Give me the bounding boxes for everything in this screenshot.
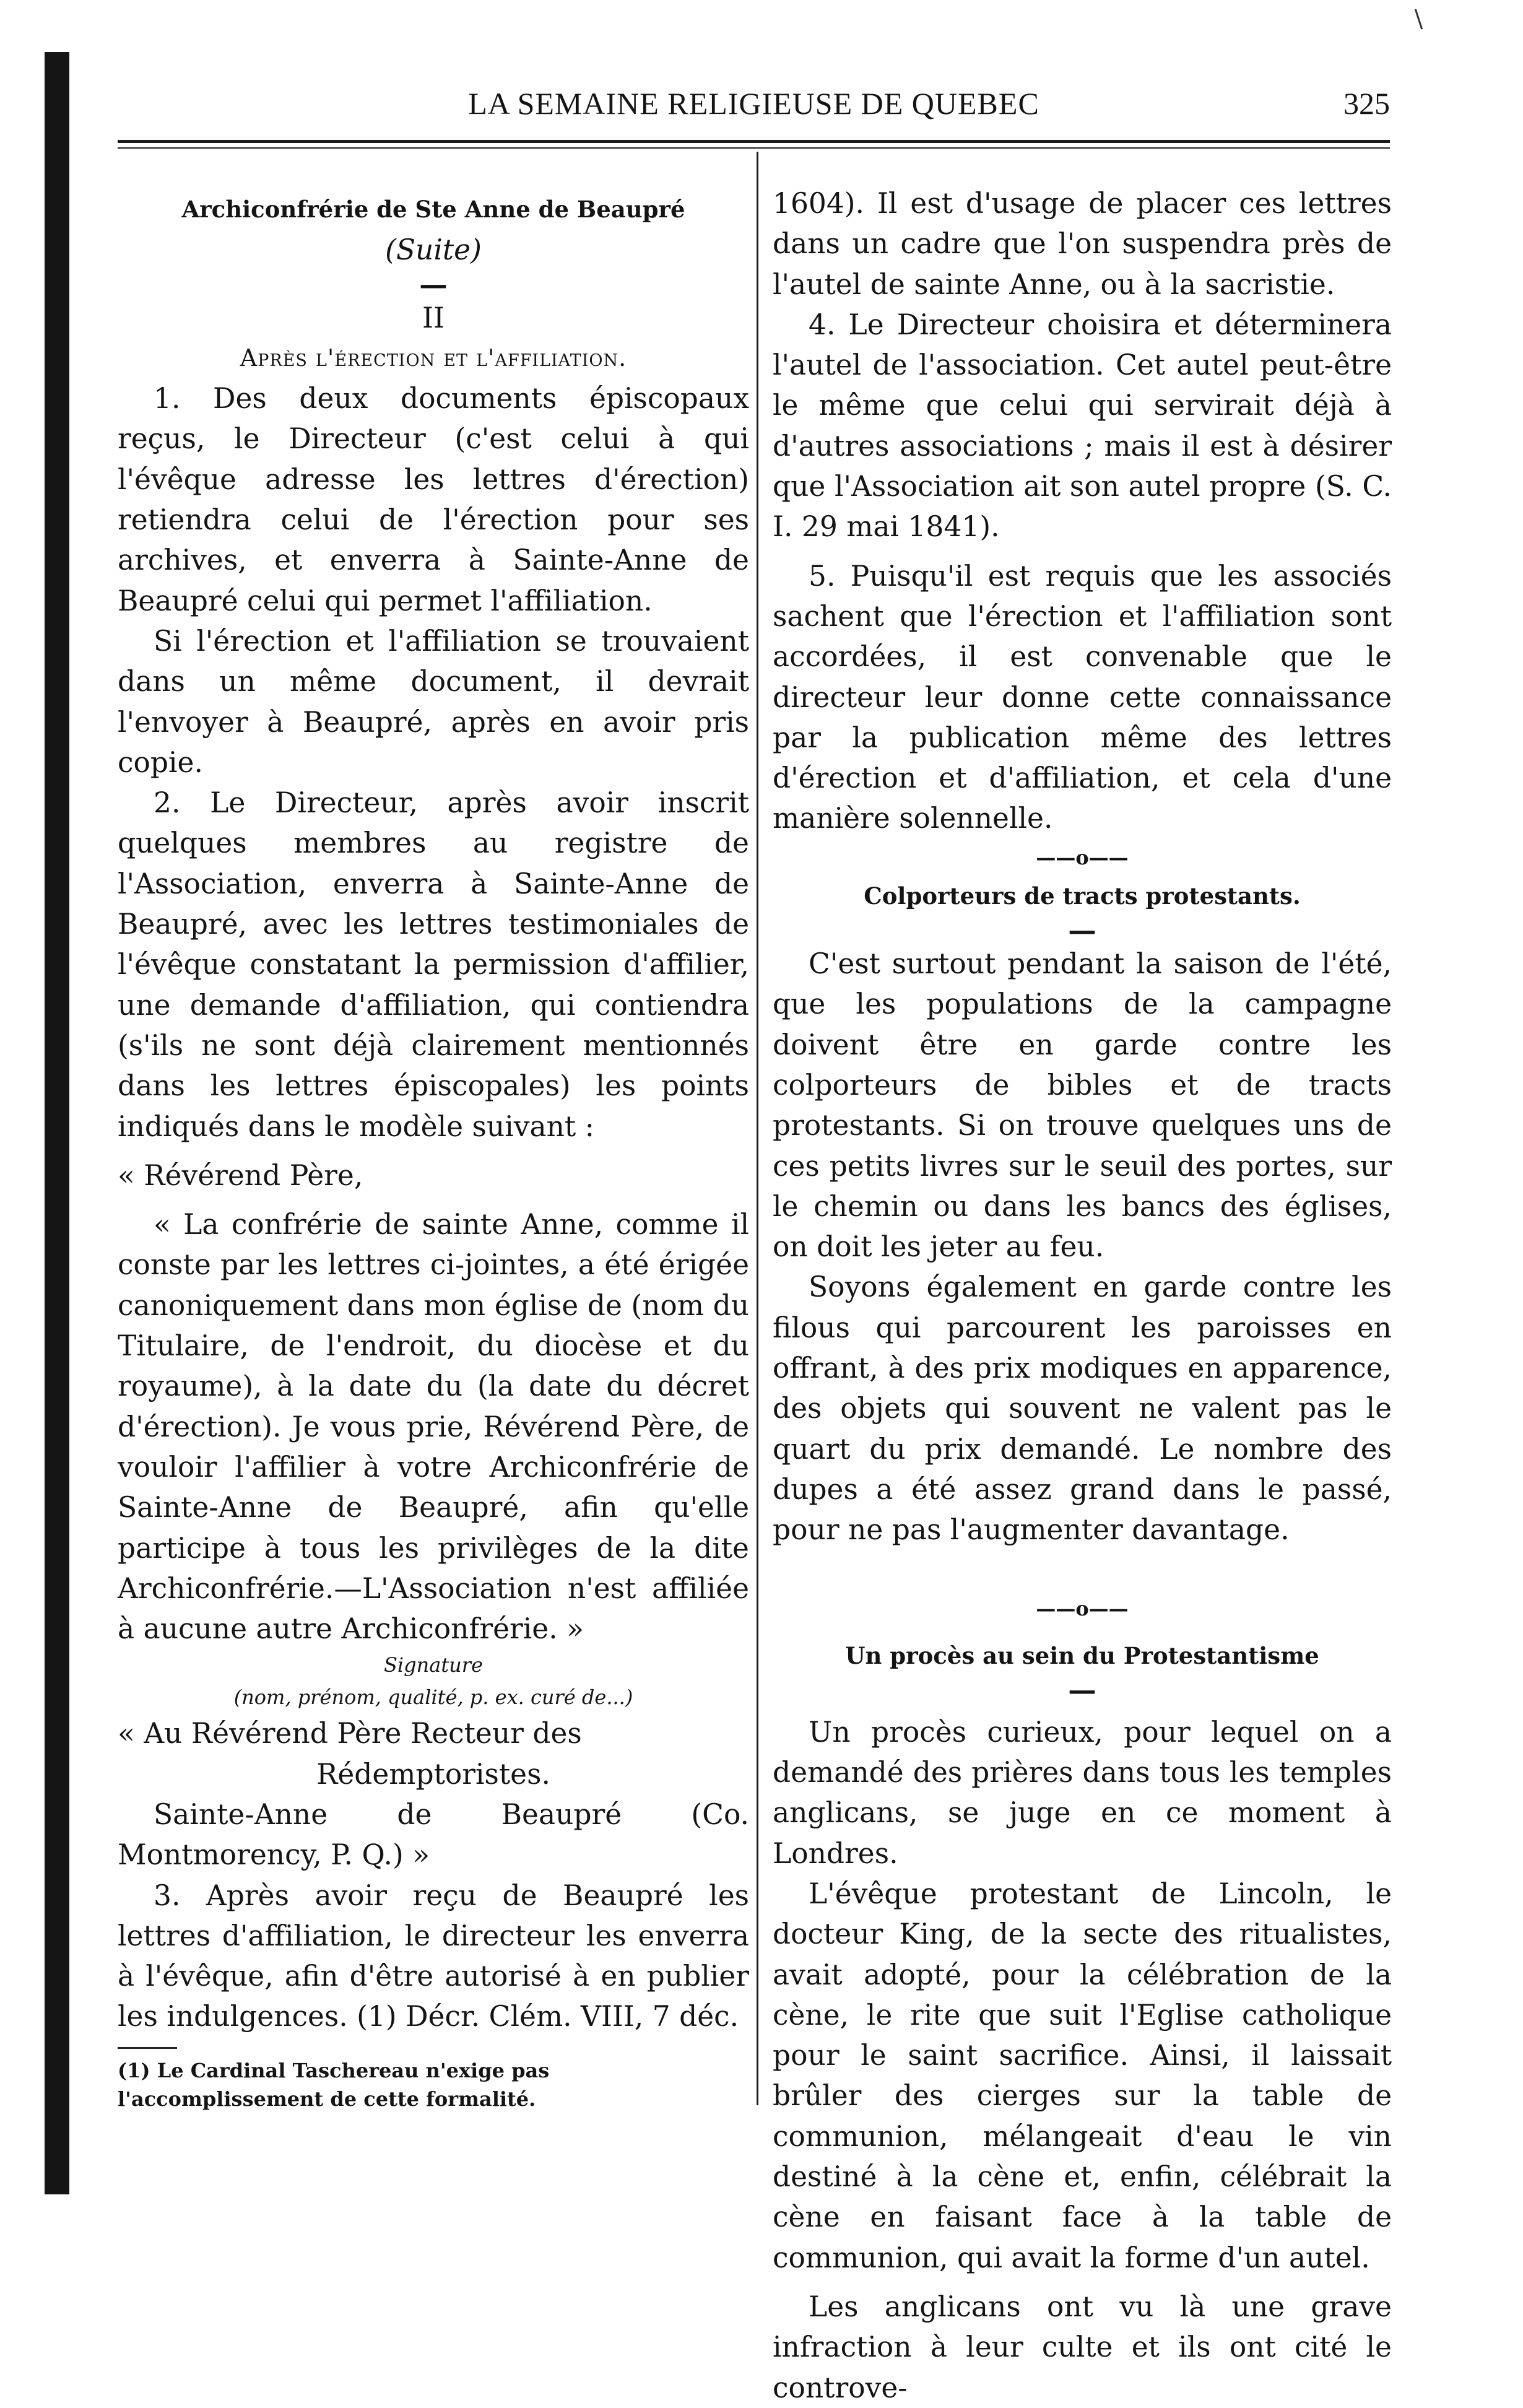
article-heading: Archiconfrérie de Ste Anne de Beaupré <box>181 196 685 223</box>
paragraph: Un procès curieux, pour lequel on a demandé des prières dans tous les temples anglicans, se juge en ce moment à Londres. <box>773 1715 1392 1870</box>
ornament-divider: ——o—— <box>1036 1596 1129 1620</box>
article-heading: Colporteurs de tracts protestants. <box>864 882 1301 910</box>
footnote-rule <box>118 2047 177 2049</box>
running-title: LA SEMAINE RELIGIEUSE DE QUEBEC <box>468 86 1039 121</box>
paragraph: 1604). Il est d'usage de placer ces lettres dans un cadre que l'on suspendra près de l'autel de sainte Anne, ou à la sacristie. <box>773 187 1392 301</box>
header-rule-thick <box>118 140 1390 143</box>
column-divider <box>757 152 758 2105</box>
right-column <box>773 155 1392 2408</box>
separator-dash: — <box>1068 1672 1096 1706</box>
footnote: (1) Le Cardinal Taschereau n'exige pas l'accomplissement de cette formalité. <box>118 2058 550 2111</box>
paragraph: 1. Des deux documents épiscopaux reçus, le Directeur (c'est celui à qui l'évêque adresse les lettres d'érection) retiendra celui de l'érection pour ses archives, et enverra à Sainte-Anne de Beaupré celui qui permet l'affiliation. <box>118 382 749 617</box>
paragraph: 2. Le Directeur, après avoir inscrit quelques membres au registre de l'Association, enverra à Sainte-Anne de Beaupré, avec les lettres testimoniales de l'évêque constatant la permission d'affilier, une demande d'affiliation, qui contiendra (s'ils ne sont déjà clairement mentionnés dans les lettres épiscopales) les points indiqués dans le modèle suivant : <box>118 786 749 1143</box>
address-line: « Au Révérend Père Recteur des <box>118 1717 582 1750</box>
header-rule-thin <box>118 147 1390 149</box>
paragraph: 5. Puisqu'il est requis que les associés sachent que l'érection et l'affiliation sont accordées, il est convenable que le directeur leur donne cette connaissance par la publication même des lettres d'érection et d'affiliation, et cela d'une manière solennelle. <box>773 559 1392 835</box>
left-column <box>118 155 749 2113</box>
article-heading: Un procès au sein du Protestantisme <box>845 1641 1319 1669</box>
address-line: Rédemptoristes. <box>316 1757 550 1791</box>
signature-detail: (nom, prénom, qualité, p. ex. curé de...) <box>233 1685 633 1710</box>
address-line: Sainte-Anne de Beaupré (Co. Montmorency, P. Q.) » <box>118 1797 749 1872</box>
separator-dash: — <box>1068 913 1096 947</box>
page-header <box>118 85 1390 123</box>
paragraph: L'évêque protestant de Lincoln, le docteur King, de la secte des ritualistes, avait adopté, pour la célébration de la cène, le rite que suit l'Eglise catholique pour le saint sacrifice. Ainsi, il laissait brûler des cierges sur la table de communion, mélangeait d'eau le vin destiné à la cène et, enfin, célébrait la cène en faisant face à la table de communion, qui avait la forme d'un autel. <box>773 1877 1392 2274</box>
scan-mark <box>1415 9 1423 29</box>
signature-label: Signature <box>383 1653 484 1677</box>
section-subtitle: Après l'érection et l'affiliation. <box>240 344 627 372</box>
ornament-divider: ——o—— <box>1036 845 1129 869</box>
paragraph: 4. Le Directeur choisira et déterminera l'autel de l'association. Cet autel peut-être le même que celui qui servirait déjà à d'autres associations ; mais il est à désirer que l'Association ait son autel propre (S. C. I. 29 mai 1841). <box>773 308 1392 544</box>
separator-dash: — <box>419 267 448 301</box>
section-number: II <box>422 301 445 334</box>
paragraph: C'est surtout pendant la saison de l'été, que les populations de la campagne doivent être en garde contre les colporteurs de bibles et de tracts protestants. Si on trouve quelques uns de ces petits livres sur le seuil des portes, sur le chemin ou dans les bancs des églises, on doit les jeter au feu. <box>773 947 1392 1264</box>
quote-salutation: « Révérend Père, <box>118 1158 363 1192</box>
paragraph: 3. Après avoir reçu de Beaupré les lettres d'affiliation, le directeur les enverra à l'évêque, afin d'être autorisé à en publier les indulgences. (1) Décr. Clém. VIII, 7 déc. <box>118 1879 749 2033</box>
quote-body: « La confrérie de sainte Anne, comme il conste par les lettres ci-jointes, a été érigée canoniquement dans mon église de (nom du Titulaire, de l'endroit, du diocèse et du royaume), à la date du (la date du décret d'érection). Je vous prie, Révérend Père, de vouloir l'affilier à votre Archiconfrérie de Sainte-Anne de Beaupré, afin qu'elle participe à tous les privilèges de la dite Archiconfrérie.—L'Association n'est affiliée à aucune autre Archiconfrérie. » <box>118 1208 749 1646</box>
paragraph: Les anglicans ont vu là une grave infraction à leur culte et ils ont cité le controve- <box>773 2290 1392 2404</box>
page-number: 325 <box>1343 86 1390 121</box>
paragraph: Soyons également en garde contre les filous qui parcourent les paroisses en offrant, à des prix modiques en apparence, des objets qui souvent ne valent pas le quart du prix demandé. Le nombre des dupes a été assez grand dans le passé, pour ne pas l'augmenter davantage. <box>773 1271 1392 1547</box>
scan-binding-edge <box>45 52 69 2194</box>
paragraph: Si l'érection et l'affiliation se trouvaient dans un même document, il devrait l'envoyer à Beaupré, après en avoir pris copie. <box>118 624 749 779</box>
article-heading-sub: (Suite) <box>385 233 482 267</box>
